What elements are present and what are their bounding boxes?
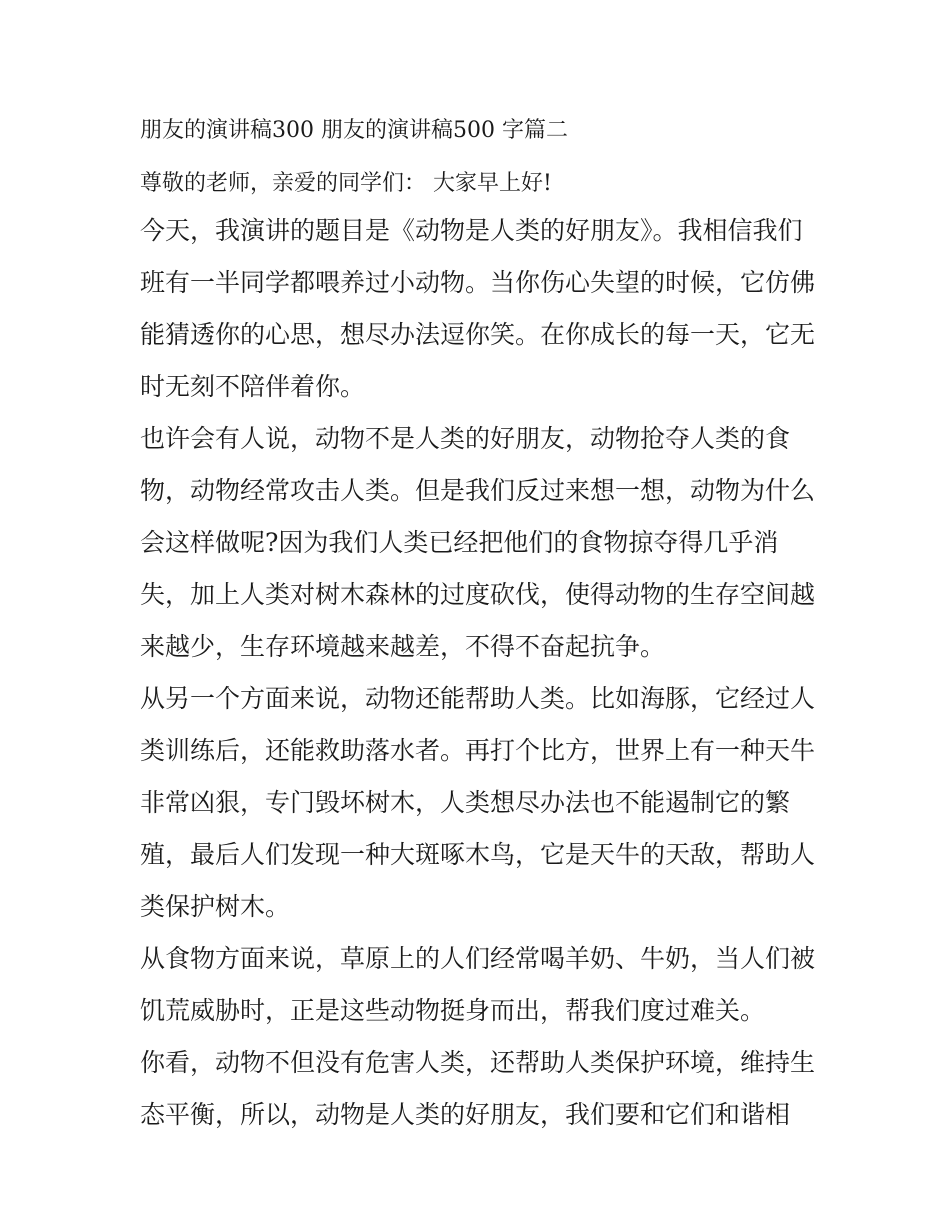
paragraph-line: 今天，我演讲的题目是《动物是人类的好朋友》。我相信我们 bbox=[140, 216, 803, 245]
paragraph-line: 班有一半同学都喂养过小动物。当你伤心失望的时候，它仿佛 bbox=[140, 268, 816, 297]
paragraph-line: 态平衡，所以，动物是人类的好朋友，我们要和它们和谐相 bbox=[140, 1100, 791, 1129]
greeting-line: 尊敬的老师，亲爱的同学们： 大家早上好! bbox=[140, 171, 552, 196]
paragraph-line: 饥荒威胁时，正是这些动物挺身而出，帮我们度过难关。 bbox=[140, 996, 766, 1025]
paragraph-line: 时无刻不陪伴着你。 bbox=[140, 372, 366, 401]
paragraph-line: 物，动物经常攻击人类。但是我们反过来想一想，动物为什么 bbox=[140, 476, 816, 505]
paragraph-line: 也许会有人说，动物不是人类的好朋友，动物抢夺人类的食 bbox=[140, 424, 791, 453]
paragraph-line: 你看，动物不但没有危害人类，还帮助人类保护环境，维持生 bbox=[140, 1048, 816, 1077]
paragraph-line: 殖，最后人们发现一种大斑啄木鸟，它是天牛的天敌，帮助人 bbox=[140, 840, 816, 869]
paragraph-line: 来越少，生存环境越来越差，不得不奋起抗争。 bbox=[140, 632, 666, 661]
document-title: 朋友的演讲稿300 朋友的演讲稿500 字篇二 bbox=[140, 118, 568, 143]
paragraph-line: 会这样做呢?因为我们人类已经把他们的食物掠夺得几乎消 bbox=[140, 528, 779, 557]
paragraph-line: 非常凶狠，专门毁坏树木，人类想尽办法也不能遏制它的繁 bbox=[140, 788, 791, 817]
paragraph-line: 类保护树木。 bbox=[140, 892, 291, 921]
paragraph-line: 类训练后，还能救助落水者。再打个比方，世界上有一种天牛 bbox=[140, 736, 816, 765]
paragraph-line: 从另一个方面来说，动物还能帮助人类。比如海豚，它经过人 bbox=[140, 684, 816, 713]
paragraph-line: 从食物方面来说，草原上的人们经常喝羊奶、牛奶，当人们被 bbox=[140, 944, 816, 973]
paragraph-line: 能猜透你的心思，想尽办法逗你笑。在你成长的每一天，它无 bbox=[140, 320, 816, 349]
paragraph-line: 失，加上人类对树木森林的过度砍伐，使得动物的生存空间越 bbox=[140, 580, 816, 609]
